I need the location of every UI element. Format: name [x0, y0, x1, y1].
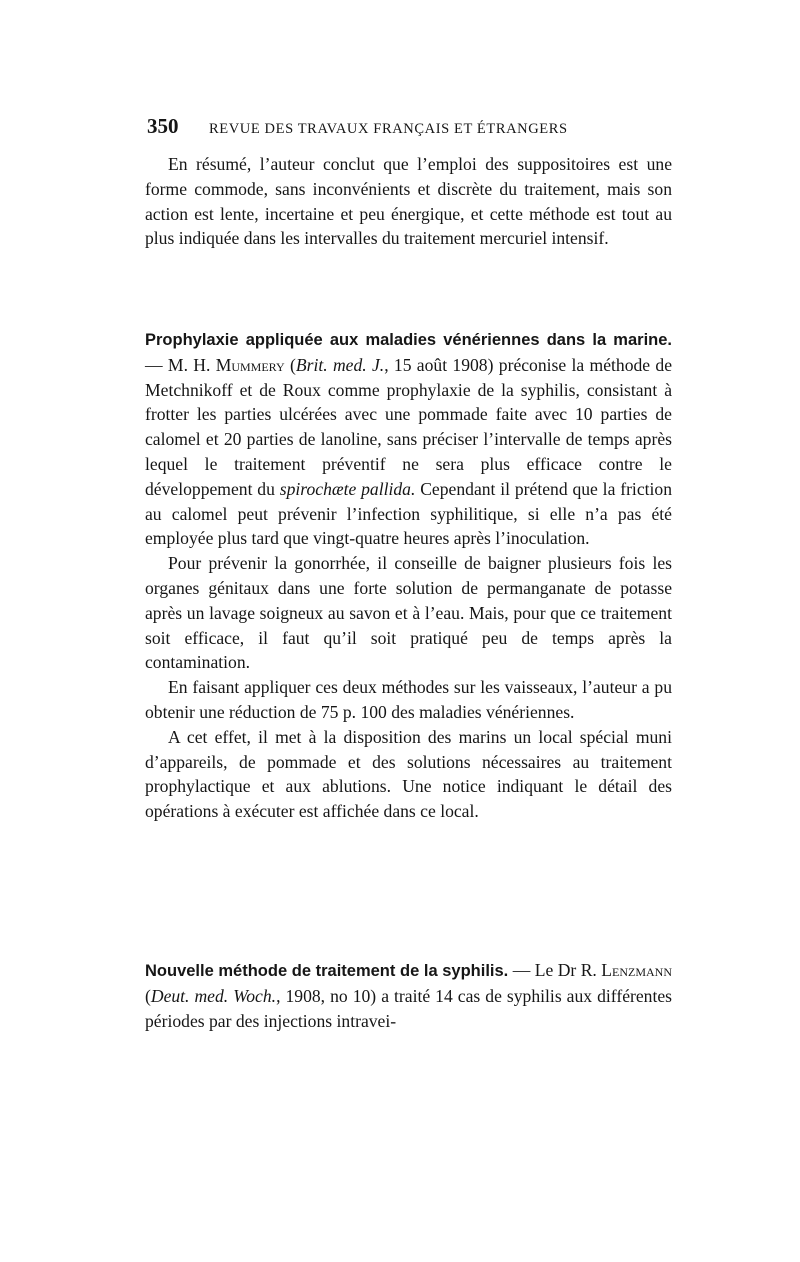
page-header	[147, 114, 675, 139]
section2-journal: Deut. med. Woch.	[150, 985, 277, 1006]
section1-journal: Brit. med. J.	[295, 354, 385, 375]
section2-citation-open: (	[145, 985, 151, 1006]
section2-dash: —	[508, 960, 535, 980]
section1-lead-paragraph	[145, 327, 672, 551]
section2-citation-rest: , 1908, no 10)	[276, 985, 377, 1006]
section1-paragraph: A cet effet, il met à la disposition des marins un local spécial muni d’appareils, de pommade et des solutions nécessaires au traitement prophylactique et aux ablutions. Une notice indiquant le détail des opérations à exécuter est affichée dans ce local.	[145, 726, 672, 822]
section2-body: a traité 14 cas de syphilis aux différentes périodes par des injections intravei-	[145, 985, 673, 1031]
section2-author-prefix: Le Dr R.	[534, 960, 602, 980]
page-number: 350	[147, 114, 179, 138]
section-prophylaxie	[145, 327, 672, 824]
intro-block	[145, 152, 672, 251]
intro-paragraph: En résumé, l’auteur conclut que l’emploi des suppositoires est une forme commode, sans inconvénients et discrète du traitement, mais son action est lente, incertaine et peu énergique, et cette méthode est tout au plus indiquée dans les intervalles du traitement mercuriel intensif.	[145, 154, 672, 249]
section1-paragraph: Pour prévenir la gonorrhée, il conseille de baigner plusieurs fois les organes génitaux dans une forte solution de permanganate de potasse après un lavage soigneux au savon et à l’eau. Mais, pour que ce traitement soit efficace, il faut qu’il soit pratiqué peu de temps après la contamination.	[145, 553, 672, 673]
section2-lead-paragraph	[145, 958, 672, 1033]
section1-author: M. H. Mummery	[167, 354, 285, 375]
section1-organism: spirochæte pallida.	[279, 478, 416, 499]
section1-body-a: préconise la méthode de Metchnikoff et de Roux comme prophylaxie de la syphilis, consistant à frotter les parties ulcérées avec une pommade faite avec 10 parties de calomel et 20 parties de lanoline, sans préciser l’intervalle de temps après lequel le traitement préventif ne sera plus efficace contre le développement du	[145, 354, 673, 499]
section-nouvelle-methode	[145, 958, 672, 1033]
section1-title: Prophylaxie appliquée aux maladies vénériennes dans la marine.	[145, 331, 672, 349]
section2-title: Nouvelle méthode de traitement de la syphilis.	[145, 962, 509, 980]
section2-author: Lenzmann	[601, 960, 672, 980]
section1-paragraph: En faisant appliquer ces deux méthodes sur les vaisseaux, l’auteur a pu obtenir une réduction de 75 p. 100 des maladies vénériennes.	[145, 677, 672, 722]
section1-dash: —	[145, 354, 168, 375]
running-title: REVUE DES TRAVAUX FRANÇAIS ET ÉTRANGERS	[209, 121, 568, 137]
section1-citation-date: , 15 août 1908)	[384, 354, 494, 375]
section1-citation-open: (	[284, 354, 296, 375]
section1-body-b: Cependant il prétend que la friction au calomel peut prévenir l’infection syphilitique, si elle n’a pas été employée plus tard que vingt-quatre heures après l’inoculation.	[145, 478, 672, 549]
